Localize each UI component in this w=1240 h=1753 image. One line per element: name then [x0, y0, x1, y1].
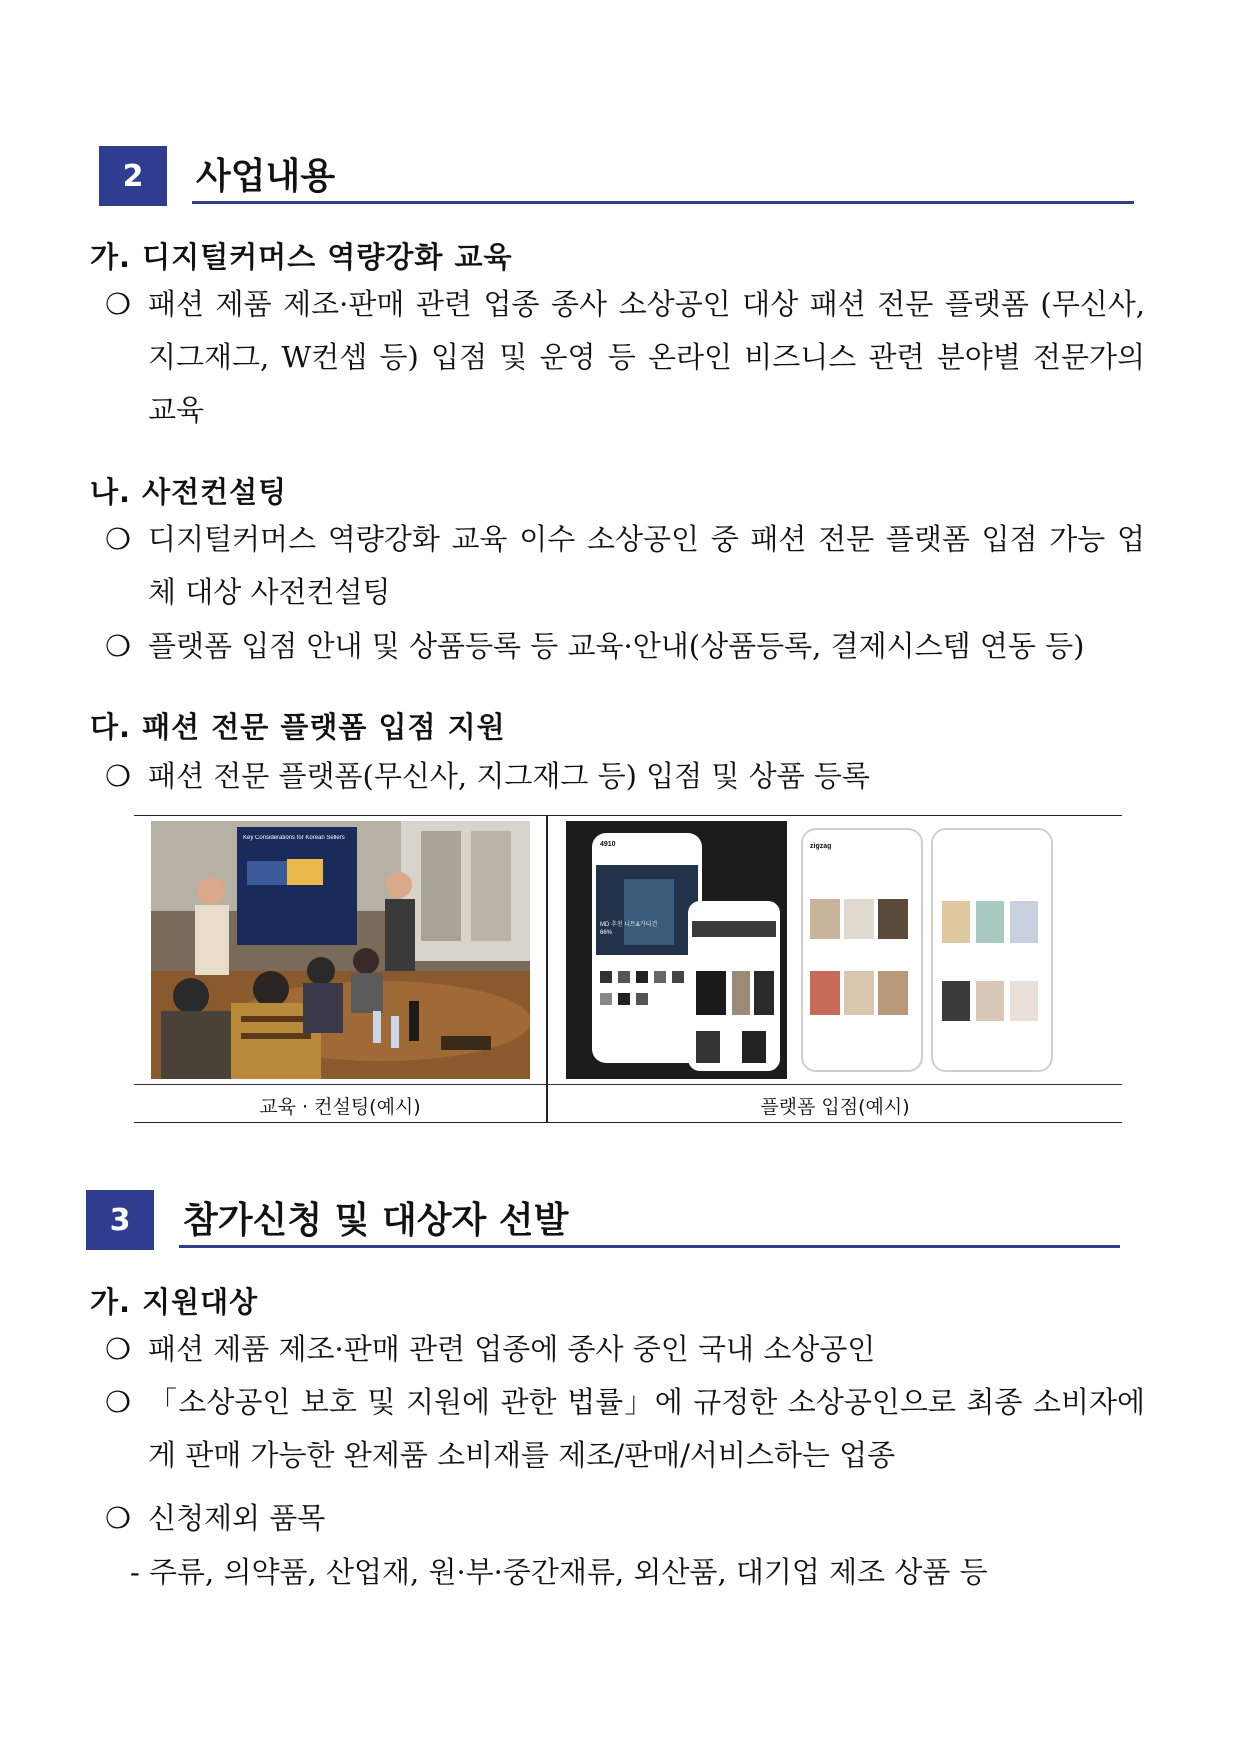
- bullet-item: [105, 1376, 1145, 1482]
- figure-caption-left: 교육 · 컨설팅(예시): [259, 1096, 421, 1118]
- bullet-text: 패션 제품 제조·판매 관련 업종에 종사 중인 국내 소상공인: [148, 1332, 876, 1366]
- subsection-heading: 가. 지원대상: [90, 1285, 259, 1319]
- education-photo: [151, 821, 530, 1079]
- subsection-heading: 다. 패션 전문 플랫폼 입점 지원: [90, 710, 506, 744]
- bullet-item: [105, 620, 1145, 673]
- platform-photo: [566, 821, 1107, 1079]
- platform-scene: [566, 821, 1107, 1079]
- app-logo: 4910: [600, 841, 616, 848]
- bullet-text: 플랫폼 입점 안내 및 상품등록 등 교육·안내(상품등록, 결제시스템 연동 등): [148, 629, 1085, 663]
- bullet-text: 패션 전문 플랫폼(무신사, 지그재그 등) 입점 및 상품 등록: [148, 759, 870, 793]
- section-3-header: [0, 1190, 1240, 1260]
- dash-item: - 주류, 의약품, 산업재, 원·부·중간재류, 외산품, 대기업 제조 상품 등: [130, 1555, 988, 1589]
- section-title: 사업내용: [196, 156, 336, 197]
- section-underline: [179, 1245, 1120, 1248]
- section-number: 2: [99, 146, 167, 206]
- bullet-symbol: ❍: [105, 1385, 131, 1419]
- bullet-symbol: ❍: [105, 1332, 131, 1366]
- section-underline: [192, 201, 1134, 204]
- presentation-screen: [237, 827, 357, 945]
- bullet-item: [105, 1492, 1145, 1545]
- bullet-symbol: ❍: [105, 287, 131, 321]
- bullet-item: [105, 513, 1145, 619]
- bullet-item: [105, 750, 1145, 803]
- figure-table: [134, 815, 1122, 1123]
- subsection-heading: 가. 디지털커머스 역량강화 교육: [90, 240, 513, 274]
- bullet-item: [105, 1323, 1145, 1376]
- education-scene: [151, 821, 530, 1079]
- bullet-symbol: ❍: [105, 1501, 131, 1535]
- section-2-header: [0, 146, 1240, 216]
- zigzag-logo: zigzag: [810, 843, 832, 850]
- phone-search: [932, 829, 1052, 1071]
- bullet-text: 「소상공인 보호 및 지원에 관한 법률」에 규정한 소상공인으로 최종 소비자에게 판매 가능한 완제품 소비재를 제조/판매/서비스하는 업종: [148, 1385, 1145, 1472]
- bullet-text: 디지털커머스 역량강화 교육 이수 소상공인 중 패션 전문 플랫폼 입점 가능 업체 대상 사전컨설팅: [148, 522, 1145, 609]
- section-title: 참가신청 및 대상자 선발: [183, 1200, 569, 1241]
- figure-caption-right: 플랫폼 입점(예시): [760, 1096, 910, 1118]
- slide-title: Key Considerations for Korean Sellers: [243, 835, 345, 841]
- bullet-symbol: ❍: [105, 759, 131, 793]
- bullet-item: [105, 278, 1145, 437]
- bullet-text: 패션 제품 제조·판매 관련 업종 종사 소상공인 대상 패션 전문 플랫폼 (무신사, 지그재그, W컨셉 등) 입점 및 운영 등 온라인 비즈니스 관련 분야별 전문가의 교육: [148, 287, 1145, 427]
- bullet-symbol: ❍: [105, 629, 131, 663]
- bullet-text: 신청제외 품목: [148, 1501, 326, 1535]
- section-number: 3: [86, 1190, 154, 1250]
- caption-rule: [134, 1084, 1122, 1085]
- figure-divider: [546, 816, 548, 1122]
- bullet-symbol: ❍: [105, 522, 131, 556]
- subsection-heading: 나. 사전컨설팅: [90, 475, 288, 509]
- app-banner: MD 추천 니트&가디건 66%: [600, 922, 658, 936]
- phone-zigzag: [802, 829, 922, 1071]
